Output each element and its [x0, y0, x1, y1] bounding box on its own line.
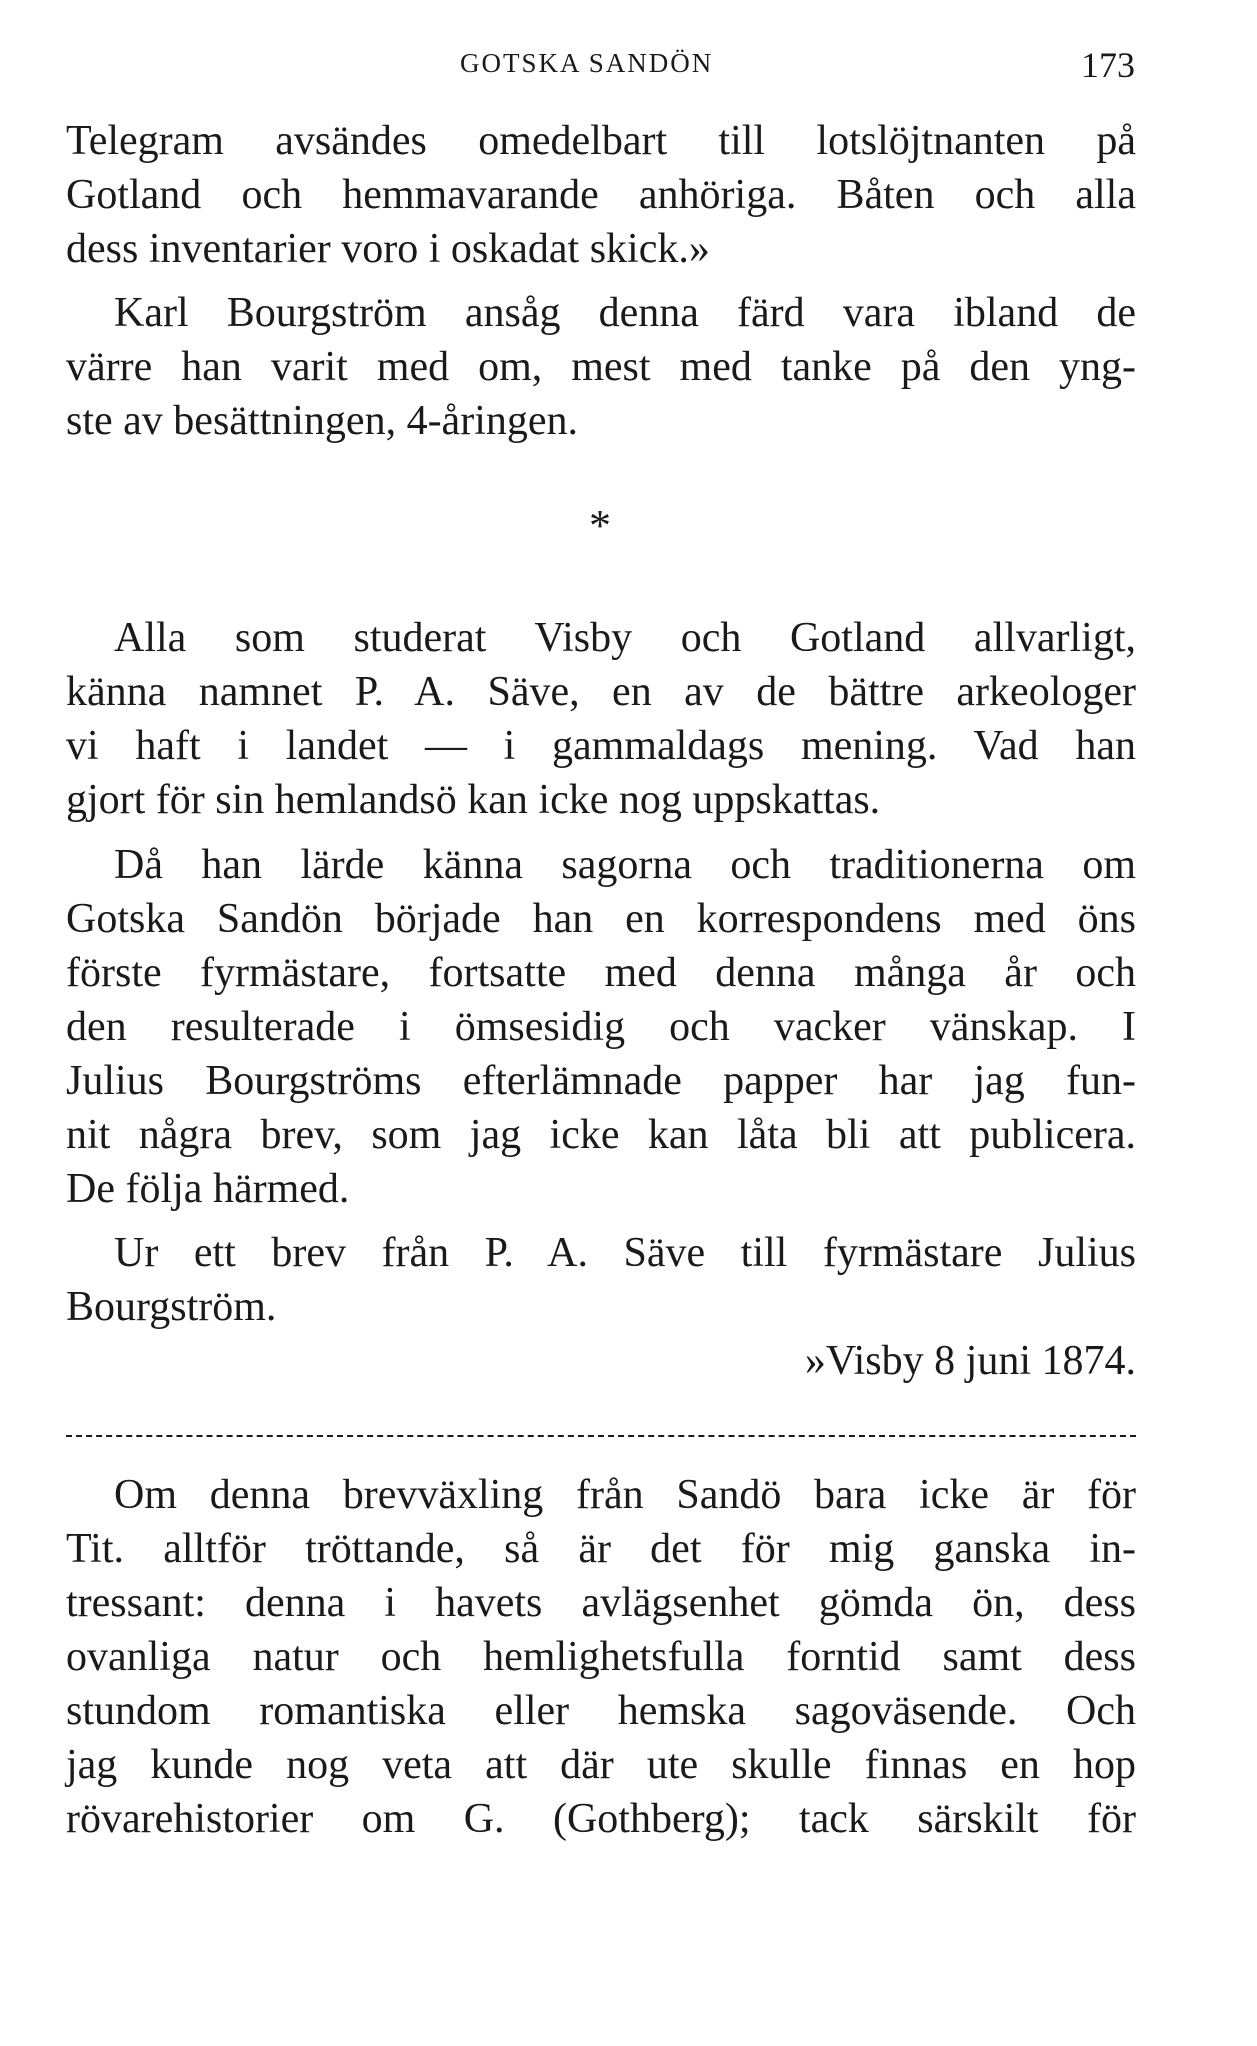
text-line: förste fyrmästare, fortsatte med denna många år och	[66, 950, 1136, 996]
text-line: Karl Bourgström ansåg denna färd vara ibland de	[114, 290, 1136, 336]
text-line: Bourgström.	[66, 1284, 277, 1330]
text-line: Alla som studerat Visby och Gotland allvarligt,	[114, 615, 1136, 661]
text-line: gjort för sin hemlandsö kan icke nog uppskattas.	[66, 777, 881, 823]
text-line: Tit. alltför tröttande, så är det för mig ganska in-	[66, 1526, 1136, 1572]
text-line: dess inventarier voro i oskadat skick.»	[66, 226, 710, 272]
omission-dash-rule	[66, 1435, 1136, 1437]
text-line: nit några brev, som jag icke kan låta bli att publicera.	[66, 1112, 1136, 1158]
section-break-asterisk: *	[589, 501, 611, 550]
page-number: 173	[1081, 45, 1135, 85]
text-line: Telegram avsändes omedelbart till lotslöjtnanten på	[66, 118, 1136, 164]
text-line: De följa härmed.	[66, 1166, 350, 1212]
text-line: värre han varit med om, mest med tanke på den yng-	[66, 344, 1136, 390]
text-line: vi haft i landet — i gammaldags mening. Vad han	[66, 723, 1136, 769]
text-line: Då han lärde känna sagorna och traditionerna om	[114, 842, 1136, 888]
text-line: Om denna brevväxling från Sandö bara icke är för	[114, 1472, 1136, 1518]
text-line: känna namnet P. A. Säve, en av de bättre arkeologer	[66, 669, 1136, 715]
text-line: Ur ett brev från P. A. Säve till fyrmästare Julius	[114, 1230, 1136, 1276]
letter-dateline: »Visby 8 juni 1874.	[804, 1338, 1136, 1384]
text-line: Julius Bourgströms efterlämnade papper har jag fun-	[66, 1058, 1136, 1104]
text-line: den resulterade i ömsesidig och vacker vänskap. I	[66, 1004, 1136, 1050]
text-line: Gotland och hemmavarande anhöriga. Båten och alla	[66, 172, 1136, 218]
text-line: tressant: denna i havets avlägsenhet gömda ön, dess	[66, 1580, 1136, 1626]
text-line: rövarehistorier om G. (Gothberg); tack särskilt för	[66, 1796, 1136, 1842]
text-line: jag kunde nog veta att där ute skulle finnas en hop	[66, 1742, 1136, 1788]
text-line: stundom romantiska eller hemska sagoväsende. Och	[66, 1688, 1136, 1734]
text-line: Gotska Sandön började han en korrespondens med öns	[66, 896, 1136, 942]
running-title: GOTSKA SANDÖN	[460, 48, 714, 78]
text-line: ste av besättningen, 4-åringen.	[66, 398, 578, 444]
text-line: ovanliga natur och hemlighetsfulla forntid samt dess	[66, 1634, 1136, 1680]
